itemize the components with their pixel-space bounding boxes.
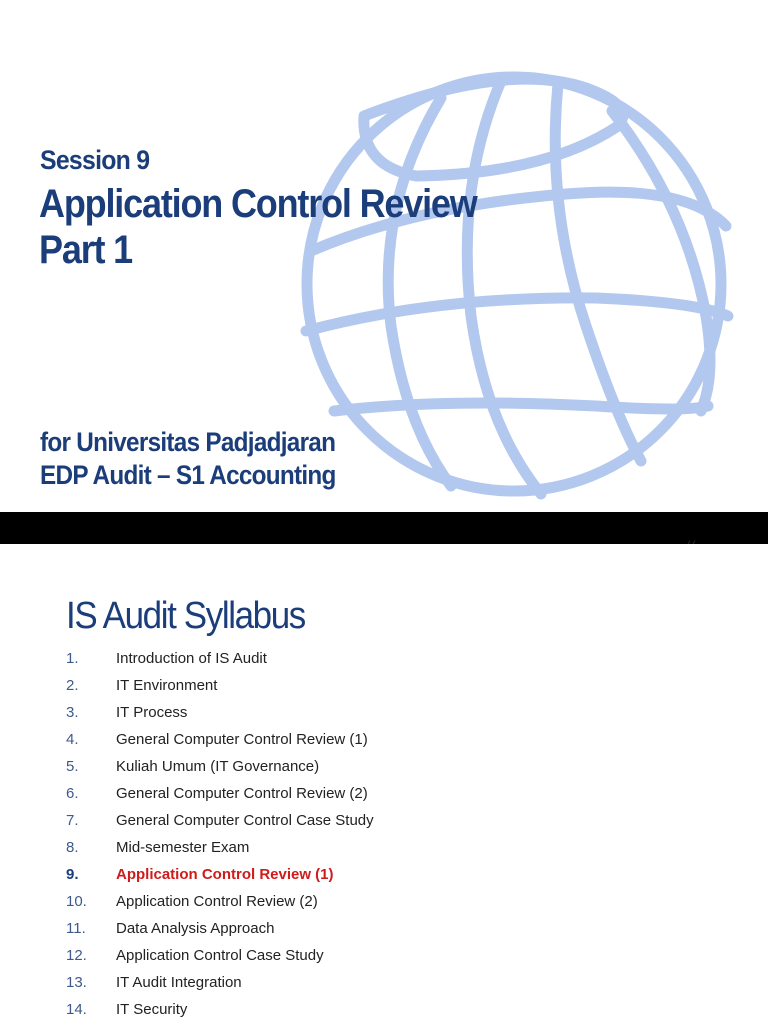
syllabus-item-label: Application Control Review (2) xyxy=(116,893,318,910)
slide-title-line2: Part 1 xyxy=(39,228,133,272)
syllabus-item-number: 14. xyxy=(66,1001,87,1018)
course-info xyxy=(40,426,336,492)
syllabus-item-number: 4. xyxy=(66,731,79,748)
syllabus-item-label: Application Control Review (1) xyxy=(116,866,334,883)
syllabus-title: IS Audit Syllabus xyxy=(66,595,305,637)
syllabus-item-label: IT Process xyxy=(116,704,188,721)
syllabus-item-number: 3. xyxy=(66,704,79,721)
syllabus-item-number: 12. xyxy=(66,947,87,964)
syllabus-item-label: General Computer Control Review (1) xyxy=(116,731,368,748)
syllabus-item-label: Mid-semester Exam xyxy=(116,839,250,856)
syllabus-item-number: 1. xyxy=(66,650,79,667)
syllabus-item-number: 2. xyxy=(66,677,79,694)
syllabus-item-number: 13. xyxy=(66,974,87,991)
syllabus-item-label: General Computer Control Review (2) xyxy=(116,785,368,802)
syllabus-item-number: 8. xyxy=(66,839,79,856)
syllabus-item-label: IT Audit Integration xyxy=(116,974,242,991)
globe-icon xyxy=(296,66,736,506)
syllabus-slide xyxy=(0,544,768,1024)
syllabus-item-number: 10. xyxy=(66,893,87,910)
syllabus-item-label: IT Security xyxy=(116,1001,188,1018)
syllabus-item-label: Data Analysis Approach xyxy=(116,920,275,937)
course-university: for Universitas Padjadjaran xyxy=(40,427,336,457)
syllabus-item-number: 11. xyxy=(66,920,86,937)
syllabus-item-label: Introduction of IS Audit xyxy=(116,650,267,667)
session-label: Session 9 xyxy=(40,145,150,175)
syllabus-item-label: General Computer Control Case Study xyxy=(116,812,374,829)
syllabus-item-number: 5. xyxy=(66,758,79,775)
slide-title-line1: Application Control Review xyxy=(39,182,477,226)
syllabus-item-number: 9. xyxy=(66,866,79,883)
syllabus-item-label: IT Environment xyxy=(116,677,218,694)
syllabus-item-number: 6. xyxy=(66,785,79,802)
slide-title xyxy=(39,181,477,273)
syllabus-item-label: Application Control Case Study xyxy=(116,947,324,964)
syllabus-item-number: 7. xyxy=(66,812,79,829)
slide-divider xyxy=(0,512,768,544)
course-name: EDP Audit – S1 Accounting xyxy=(40,460,336,490)
syllabus-item-label: Kuliah Umum (IT Governance) xyxy=(116,758,320,775)
